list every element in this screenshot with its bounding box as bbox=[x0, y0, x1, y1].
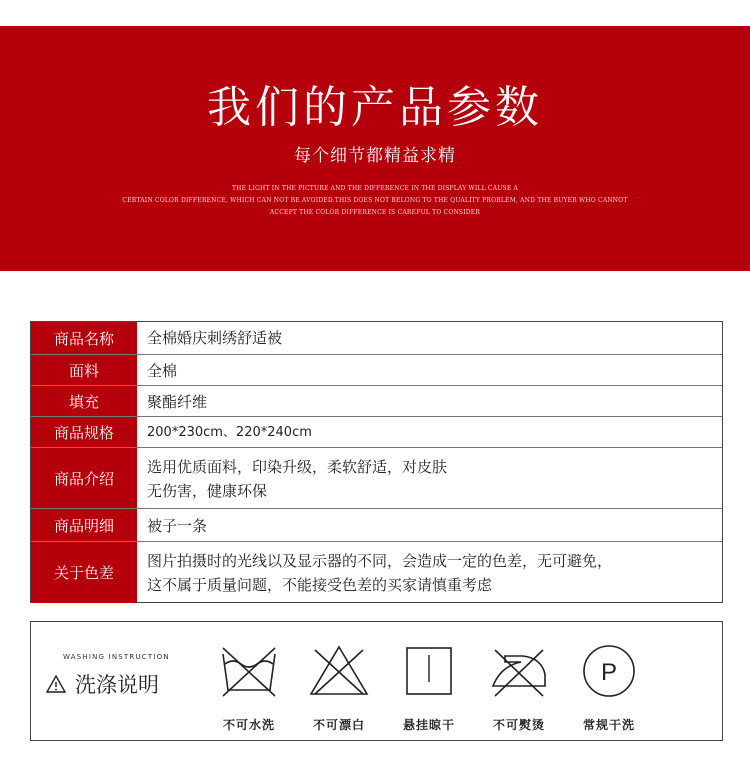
washing-instructions bbox=[30, 621, 723, 741]
row-label: 商品明细 bbox=[31, 509, 137, 542]
no-wash-icon bbox=[217, 642, 281, 700]
page-subtitle: 每个细节都精益求精 bbox=[294, 146, 456, 166]
table-row bbox=[31, 385, 722, 417]
care-symbol bbox=[204, 642, 294, 732]
page-title: 我们的产品参数 bbox=[207, 82, 543, 133]
washing-title: 洗涤说明 bbox=[45, 669, 159, 699]
row-value: 选用优质面料，印染升级，柔软舒适，对皮肤 无伤害，健康环保 bbox=[147, 457, 448, 500]
row-label: 商品规格 bbox=[31, 417, 137, 448]
row-value: 全棉 bbox=[147, 361, 178, 380]
color-difference-notice bbox=[0, 183, 750, 219]
row-value: 图片拍摄时的光线以及显示器的不同，会造成一定的色差，无可避免， 这不属于质量问题，不能接受色差的买家请慎重考虑 bbox=[147, 551, 613, 594]
row-label: 填充 bbox=[31, 386, 137, 417]
care-label: 不可水洗 bbox=[222, 718, 275, 732]
washing-title-en: WASHING INSTRUCTION bbox=[63, 653, 170, 661]
care-symbol bbox=[294, 642, 384, 732]
table-row bbox=[31, 541, 722, 603]
row-label: 商品介绍 bbox=[31, 448, 137, 509]
care-label: 不可漂白 bbox=[312, 718, 365, 732]
warning-triangle-icon bbox=[45, 674, 67, 694]
notice-line: THE LIGHT IN THE PICTURE AND THE DIFFERENCE IN THE DISPLAY WILL CAUSE A bbox=[231, 185, 519, 192]
table-row bbox=[31, 322, 722, 354]
row-label: 关于色差 bbox=[31, 542, 137, 603]
row-label: 面料 bbox=[31, 355, 137, 386]
care-symbol bbox=[474, 642, 564, 732]
care-symbol bbox=[384, 642, 474, 732]
hang-dry-icon bbox=[397, 642, 461, 700]
notice-line: CERTAIN COLOR DIFFERENCE, WHICH CAN NOT BE AVOIDED.THIS DOES NOT BELONG TO THE QUALITY PROBLEM, AND THE BUYER WHO CANNOT bbox=[122, 197, 628, 204]
svg-text:P: P bbox=[600, 659, 618, 686]
table-row bbox=[31, 447, 722, 509]
product-params-table bbox=[30, 321, 723, 603]
notice-line: ACCEPT THE COLOR DIFFERENCE IS CAREFUL TO CONSIDER bbox=[269, 209, 481, 216]
care-symbol bbox=[564, 642, 654, 732]
table-row bbox=[31, 354, 722, 386]
no-iron-icon bbox=[487, 642, 551, 700]
row-value: 聚酯纤维 bbox=[147, 392, 208, 411]
dry-clean-icon bbox=[577, 642, 641, 700]
no-bleach-icon bbox=[307, 642, 371, 700]
row-value: 全棉婚庆刺绣舒适被 bbox=[147, 329, 283, 347]
care-label: 不可熨烫 bbox=[492, 718, 545, 732]
care-label: 悬挂晾干 bbox=[402, 718, 455, 732]
header-banner bbox=[0, 26, 750, 271]
table-row bbox=[31, 416, 722, 448]
care-label: 常规干洗 bbox=[582, 718, 635, 732]
row-label: 商品名称 bbox=[31, 322, 137, 354]
row-value: 200*230cm、220*240cm bbox=[147, 424, 312, 440]
row-value: 被子一条 bbox=[147, 516, 208, 535]
table-row bbox=[31, 508, 722, 542]
